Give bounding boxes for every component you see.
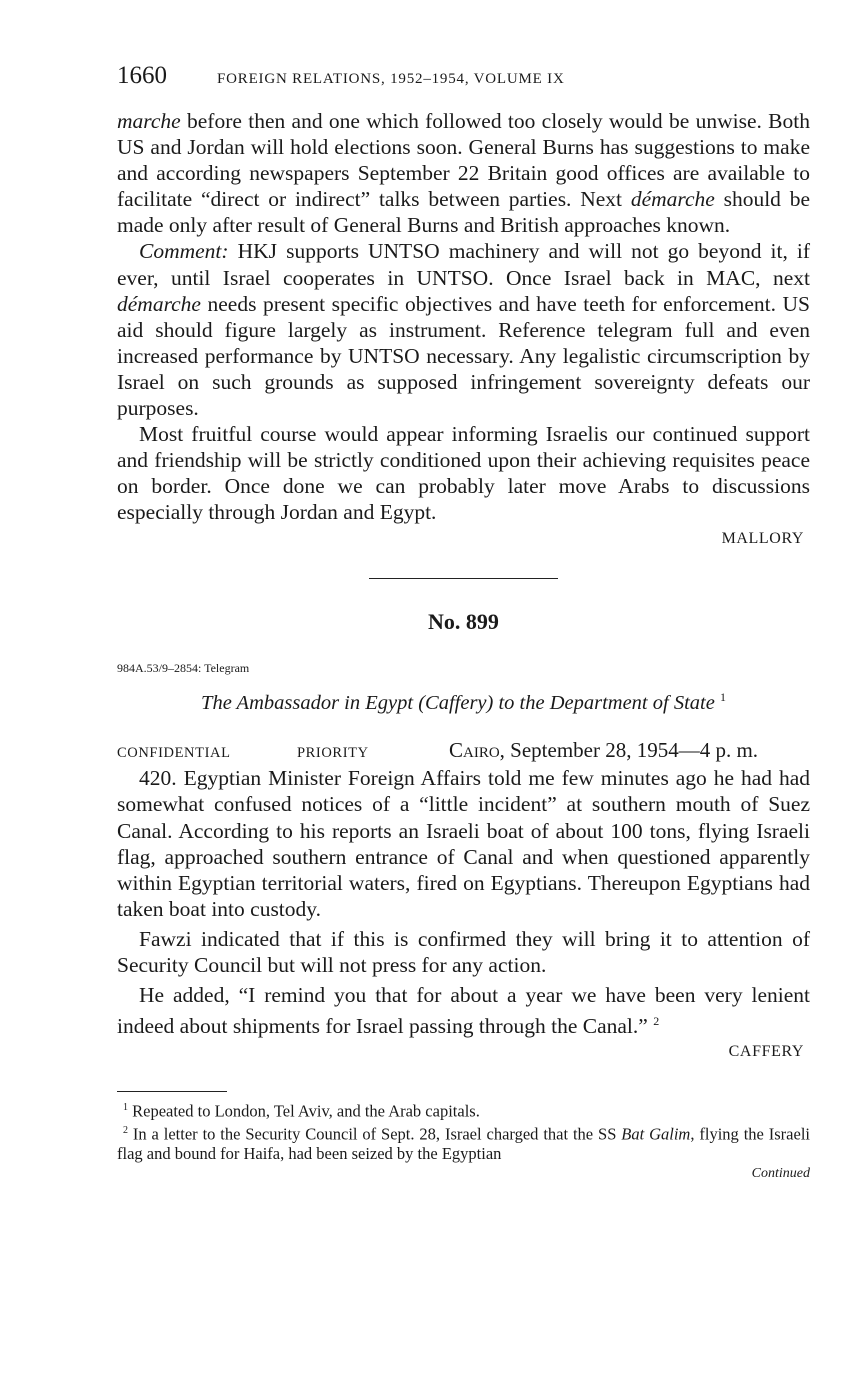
comment-paragraph <box>117 238 810 421</box>
running-title: FOREIGN RELATIONS, 1952–1954, VOLUME IX <box>217 71 565 87</box>
place: Cairo <box>449 738 500 763</box>
footnotes <box>117 1098 810 1183</box>
footnote-2 <box>117 1121 810 1164</box>
precedence: PRIORITY <box>297 745 369 762</box>
document-page <box>117 62 810 1183</box>
signature-caffery: CAFFERY <box>728 1043 804 1061</box>
place-date <box>449 738 758 763</box>
footnote-ref-2[interactable]: 2 <box>653 1014 660 1029</box>
footnote-rule <box>117 1091 227 1092</box>
footnote-ref-1[interactable]: 1 <box>719 689 726 704</box>
paragraph-text: should be made only after result of General Burns and British approaches known. <box>117 187 811 238</box>
telegram-paragraph-3 <box>117 982 810 1039</box>
italic-term: démarche <box>630 187 715 212</box>
continued-label: Continued <box>751 1165 810 1181</box>
page-header <box>117 62 810 102</box>
document-title <box>117 690 810 715</box>
section-divider <box>369 578 558 579</box>
dateline <box>117 738 810 763</box>
footnote-text: In a letter to the Security Council of Sept. 28, Israel charged that the SS <box>128 1124 622 1144</box>
paragraph-text: He added, “I remind you that for about a year we have been very lenient indeed about shipments for Israel passing through the Canal.” <box>117 983 810 1039</box>
italic-term: démarche <box>117 291 201 316</box>
page-number: 1660 <box>117 62 167 89</box>
paragraph-text: needs present specific objectives and have teeth for enforcement. US aid should figure largely as instrument. Reference telegram full and even increased performance by UNTSO necessary. Any legalistic circumscription by Israel on such grounds as supposed infringement sovereignty defeats our purposes. <box>117 291 810 421</box>
footnote-mark: 1 <box>123 1102 128 1114</box>
paragraph-text: before then and one which followed too closely would be unwise. Both US and Jordan will hold elections soon. General Burns has suggestions to make and according newspapers September 22 Britain good offices are available to facilitate “direct or indirect” talks between parties. Next <box>117 109 810 212</box>
paragraph-text: HKJ supports UNTSO machinery and will not go beyond it, if ever, until Israel cooperates in UNTSO. Once Israel back in MAC, next <box>117 239 810 290</box>
footnote-1 <box>117 1098 810 1121</box>
document-number: No. 899 <box>428 608 499 634</box>
italic-term: marche <box>117 109 181 133</box>
comment-label: Comment: <box>139 239 229 264</box>
footnote-mark: 2 <box>123 1125 128 1137</box>
ship-name: Bat Galim <box>621 1124 691 1144</box>
classification: CONFIDENTIAL <box>117 745 231 762</box>
telegram-paragraph-1: 420. Egyptian Minister Foreign Affairs told me few minutes ago he had had somewhat confused notices of a “little incident” at southern mouth of Suez Canal. According to his reports an Israeli boat of about 100 tons, flying Israeli flag, approached southern entrance of Canal and when questioned apparently within Egyptian territorial waters, fired on Egyptians. Thereupon Egyptians had taken boat into custody. <box>117 766 810 921</box>
telegram-paragraph-2: Fawzi indicated that if this is confirmed they will bring it to attention of Security Council but will not press for any action. <box>117 926 810 977</box>
prev-doc-paragraph-3: Most fruitful course would appear informing Israelis our continued support and friendship will be strictly conditioned upon their achieving requisites peace on border. Once done we can probably later move Arabs to discussions especially through Jordan and Egypt. <box>117 422 810 525</box>
file-reference: 984A.53/9–2854: Telegram <box>117 660 250 675</box>
footnote-text: , flying the Israeli flag and bound for Haifa, had been seized by the Egyptian <box>117 1124 810 1164</box>
prev-doc-paragraph <box>117 108 810 238</box>
signature-mallory: MALLORY <box>721 529 804 547</box>
footnote-text: Repeated to London, Tel Aviv, and the Arab capitals. <box>128 1101 480 1121</box>
date: , September 28, 1954—4 p. m. <box>499 738 759 763</box>
document-title-text: The Ambassador in Egypt (Caffery) to the Department of State <box>201 691 715 714</box>
